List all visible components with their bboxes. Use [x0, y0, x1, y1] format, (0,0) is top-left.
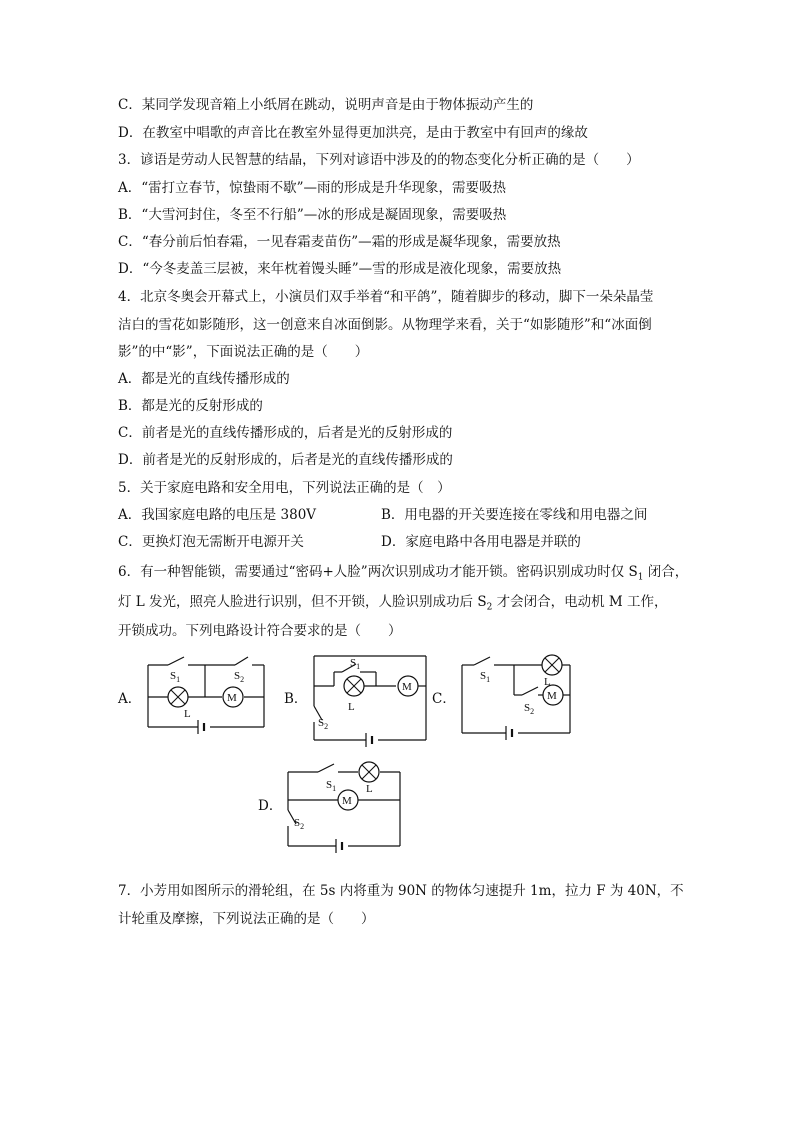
question-6-stem-line1 — [118, 563, 688, 587]
q6-line1-text: 6．有一种智能锁，需要通过“密码+人脸”两次识别成功才能开锁。密码识别成功时仅 S — [118, 564, 638, 580]
q6-line1-subscript: 1 — [637, 572, 644, 583]
q5-option-b: B．用电器的开关要连接在零线和用电器之间 — [381, 507, 648, 523]
lamp-l-label: L — [184, 708, 191, 720]
circuit-diagram-b — [308, 652, 433, 747]
motor-m-label: M — [547, 690, 557, 702]
question-7-stem-line2: 计轮重及摩擦，下列说法正确的是（ ） — [118, 911, 375, 927]
switch-s2-label: $S_2$ — [524, 702, 535, 716]
q5-option-d: D．家庭电路中各用电器是并联的 — [381, 534, 581, 550]
motor-m-label: M — [227, 692, 237, 704]
q3-option-d: D．“今冬麦盖三层被，来年枕着馒头睡”—雪的形成是液化现象，需要放热 — [118, 261, 562, 277]
motor-m-label: M — [342, 795, 352, 807]
circuit-a-label: A． — [118, 691, 142, 707]
q5-option-a: A．我国家庭电路的电压是 380V — [118, 507, 317, 523]
q4-option-d: D．前者是光的反射形成的，后者是光的直线传播形成的 — [118, 452, 453, 468]
question-6-stem-line2 — [118, 593, 668, 617]
q5-option-c: C．更换灯泡无需断开电源开关 — [118, 534, 304, 550]
circuit-diagram-d — [282, 760, 407, 855]
lamp-l-label: L — [366, 783, 373, 795]
question-4-stem-line2: 洁白的雪花如影随形，这一创意来自冰面倒影。从物理学来看，关于“如影随形”和“冰面倒 — [118, 317, 652, 333]
option-c-previous: C．某同学发现音箱上小纸屑在跳动，说明声音是由于物体振动产生的 — [118, 97, 534, 113]
question-4-stem-line3: 影”的中“影”，下面说法正确的是（ ） — [118, 344, 369, 360]
switch-s1-label: $S_1$ — [350, 657, 361, 671]
q4-option-c: C．前者是光的直线传播形成的，后者是光的反射形成的 — [118, 425, 453, 441]
q3-option-a: A．“雷打立春节，惊蛰雨不歇”—雨的形成是升华现象，需要吸热 — [118, 180, 507, 196]
q4-option-b: B．都是光的反射形成的 — [118, 398, 263, 414]
question-4-stem-line1: 4．北京冬奥会开幕式上，小演员们双手举着“和平鸽”，随着脚步的移动，脚下一朵朵晶莹 — [118, 289, 654, 305]
switch-s1-label: $S_1$ — [326, 779, 337, 793]
switch-s2-label: $S_2$ — [318, 717, 329, 731]
option-d-previous: D．在教室中唱歌的声音比在教室外显得更加洪亮，是由于教室中有回声的缘故 — [118, 125, 588, 141]
circuit-c-label: C． — [432, 691, 456, 707]
q6-line2-tail: 才会闭合，电动机 M 工作， — [492, 594, 668, 610]
switch-s2-label: $S_2$ — [294, 817, 305, 831]
q3-option-b: B．“大雪河封住，冬至不行船”—冰的形成是凝固现象，需要吸热 — [118, 207, 507, 223]
lamp-l-label: L — [544, 676, 551, 688]
q6-line1-tail: 闭合， — [643, 564, 689, 580]
switch-s1-label: $S_1$ — [170, 670, 181, 684]
question-5-stem: 5．关于家庭电路和安全用电，下列说法正确的是（ ） — [118, 480, 451, 496]
question-3-stem: 3．谚语是劳动人民智慧的结晶，下列对谚语中涉及的的物态变化分析正确的是（ ） — [118, 152, 640, 168]
motor-m-label: M — [402, 681, 412, 693]
circuit-diagram-c — [458, 655, 578, 745]
question-6-stem-line3: 开锁成功。下列电路设计符合要求的是（ ） — [118, 623, 402, 639]
lamp-l-label: L — [348, 701, 355, 713]
q6-line2-text: 灯 L 发光，照亮人脸进行识别，但不开锁，人脸识别成功后 S — [118, 594, 487, 610]
question-7-stem-line1: 7．小芳用如图所示的滑轮组，在 5s 内将重为 90N 的物体匀速提升 1m，拉力 F 为 40N，不 — [118, 883, 684, 899]
circuit-b-label: B． — [284, 691, 308, 707]
q6-line2-subscript: 2 — [486, 602, 493, 613]
circuit-d-label: D． — [258, 798, 283, 814]
switch-s1-label: $S_1$ — [480, 670, 491, 684]
q3-option-c: C．“春分前后怕春霜，一见春霜麦苗伤”—霜的形成是凝华现象，需要放热 — [118, 234, 561, 250]
switch-s2-label: $S_2$ — [234, 670, 245, 684]
q4-option-a: A．都是光的直线传播形成的 — [118, 371, 290, 387]
circuit-diagram-a — [140, 655, 275, 740]
